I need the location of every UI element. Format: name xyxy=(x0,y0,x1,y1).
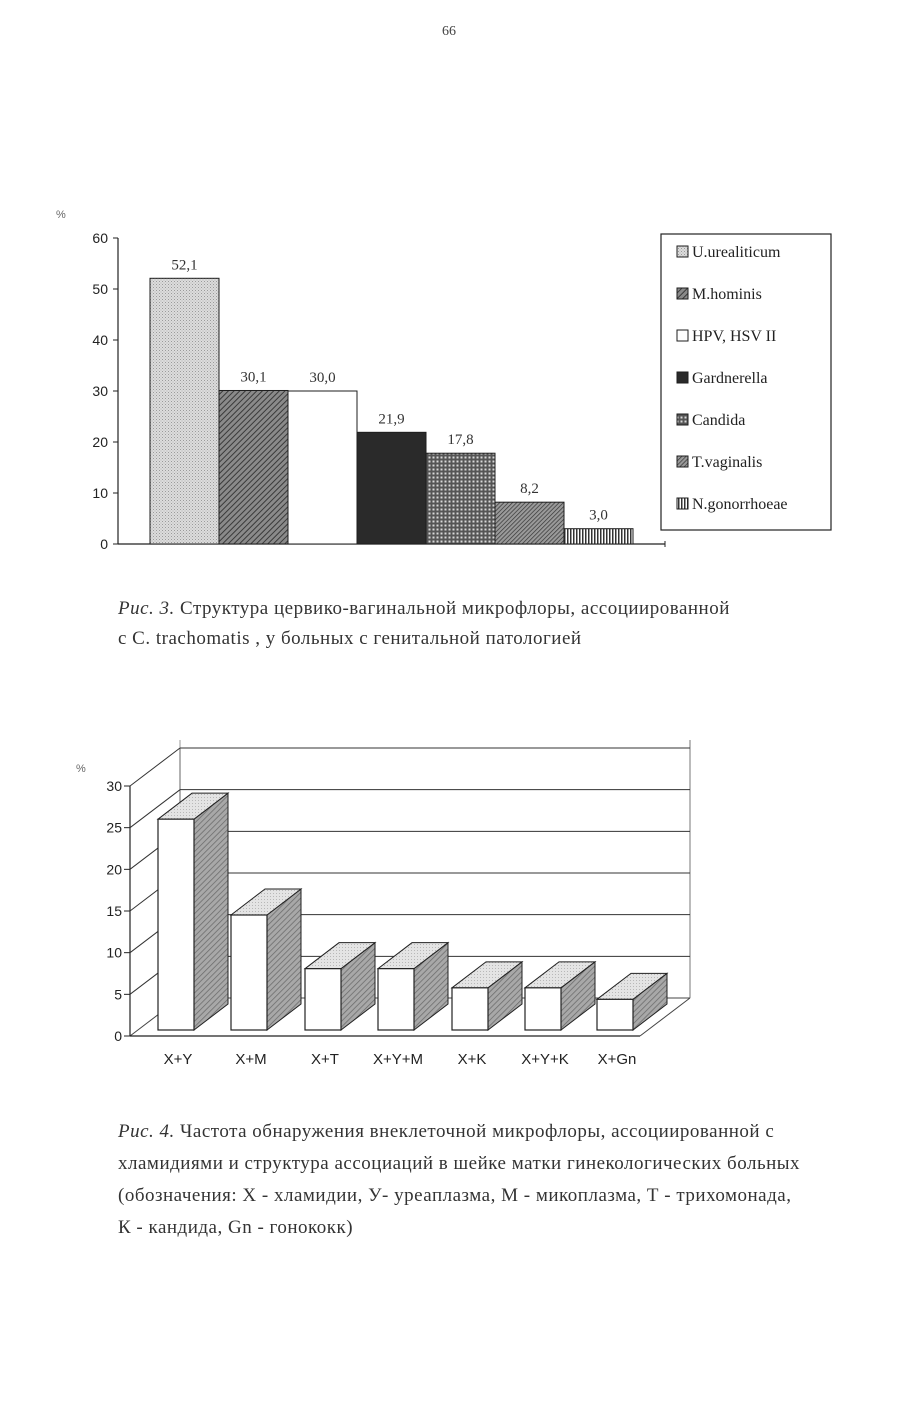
bar-front-4 xyxy=(378,969,414,1030)
figure-4-caption-line-1: Частота обнаружения внеклеточной микрофлоры, ассоциированной с xyxy=(180,1121,775,1142)
bar-value-label: 3,0 xyxy=(589,507,608,524)
bar-value-label: 52,1 xyxy=(171,257,198,274)
bar-6 xyxy=(495,502,564,544)
bar-value-label: 30,0 xyxy=(309,370,336,386)
bar-front-3 xyxy=(305,969,341,1030)
x-tick-label: X+M xyxy=(235,1051,267,1068)
bar-front-7 xyxy=(597,999,633,1030)
y-unit-label: % xyxy=(56,209,66,221)
x-tick-label: X+K xyxy=(457,1051,487,1068)
bar-front-6 xyxy=(525,988,561,1030)
chart-microflora-structure xyxy=(0,200,898,565)
legend-label: Gardnerella xyxy=(692,370,768,387)
bar-front-5 xyxy=(452,988,488,1030)
bar-value-label: 8,2 xyxy=(520,481,539,498)
figure-4-caption-line-4: К - кандида, Gn - гонококк) xyxy=(118,1217,354,1238)
y-tick-label: 40 xyxy=(92,332,108,348)
figure-3-caption xyxy=(118,594,848,654)
y-tick-label: 0 xyxy=(114,1028,122,1044)
bar-front-1 xyxy=(158,819,194,1030)
y-tick-label: 50 xyxy=(92,281,108,297)
y-tick-label: 5 xyxy=(114,986,122,1003)
legend-swatch xyxy=(677,246,688,257)
figure-4-caption-line-3: (обозначения: Х - хламидии, У- уреаплазма, М - микоплазма, Т - трихомонада, xyxy=(118,1185,792,1206)
y-tick-label: 20 xyxy=(106,861,122,878)
y-tick-label: 0 xyxy=(100,536,108,552)
bar-2 xyxy=(219,390,288,544)
x-tick-label: X+Y+K xyxy=(521,1051,569,1068)
page-number: 66 xyxy=(442,24,456,39)
figure-3-caption-line-1: Структура цервико-вагинальной микрофлоры, ассоциированной xyxy=(180,598,730,619)
figure-3-lead: Рис. 3. xyxy=(118,598,175,619)
figure-4-caption xyxy=(118,1116,848,1244)
y-tick-label: 10 xyxy=(92,485,108,501)
legend-label: M.hominis xyxy=(692,286,762,303)
bar-value-label: 30,1 xyxy=(240,369,267,386)
y-tick-label: 30 xyxy=(106,778,122,794)
figure-4-caption-line-2: хламидиями и структура ассоциаций в шейке матки гинекологических больных xyxy=(118,1153,801,1174)
legend-swatch xyxy=(677,372,688,383)
y-tick-label: 20 xyxy=(92,434,108,450)
chart-association-frequency xyxy=(0,740,898,1080)
legend-swatch xyxy=(677,498,688,509)
x-tick-label: X+Gn xyxy=(597,1051,637,1068)
legend-swatch xyxy=(677,288,688,299)
bar-value-label: 21,9 xyxy=(378,411,405,428)
y-tick-label: 60 xyxy=(92,230,108,246)
bar-1 xyxy=(150,278,219,544)
legend-label: N.gonorrhoeae xyxy=(692,496,788,513)
bar-value-label: 17,8 xyxy=(447,432,474,449)
bar-4 xyxy=(357,432,426,544)
legend-label: U.urealiticum xyxy=(692,244,781,261)
y-tick-label: 30 xyxy=(92,383,108,399)
legend-label: HPV, HSV II xyxy=(692,328,777,345)
bar-3 xyxy=(288,391,357,544)
bar-5 xyxy=(426,453,495,544)
figure-4-lead: Рис. 4. xyxy=(118,1121,175,1142)
bar-7 xyxy=(564,529,633,544)
y-tick-label: 15 xyxy=(106,903,122,919)
x-tick-label: X+Y+M xyxy=(372,1051,424,1068)
bar-front-2 xyxy=(231,915,267,1030)
figure-3-caption-line-2: с С. trachomatis , у больных с генитальной патологией xyxy=(118,628,582,649)
bar-side xyxy=(194,793,228,1030)
legend-label: Candida xyxy=(692,412,746,429)
legend-label: T.vaginalis xyxy=(692,454,763,471)
legend-swatch xyxy=(677,456,688,467)
y-tick-label: 10 xyxy=(106,944,122,961)
y-unit-label: % xyxy=(76,763,86,775)
grid-diagonal xyxy=(130,748,180,786)
x-tick-label: X+Y xyxy=(163,1051,193,1068)
x-tick-label: X+T xyxy=(311,1051,339,1068)
legend-swatch xyxy=(677,330,688,341)
legend-swatch xyxy=(677,414,688,425)
y-tick-label: 25 xyxy=(106,819,122,836)
